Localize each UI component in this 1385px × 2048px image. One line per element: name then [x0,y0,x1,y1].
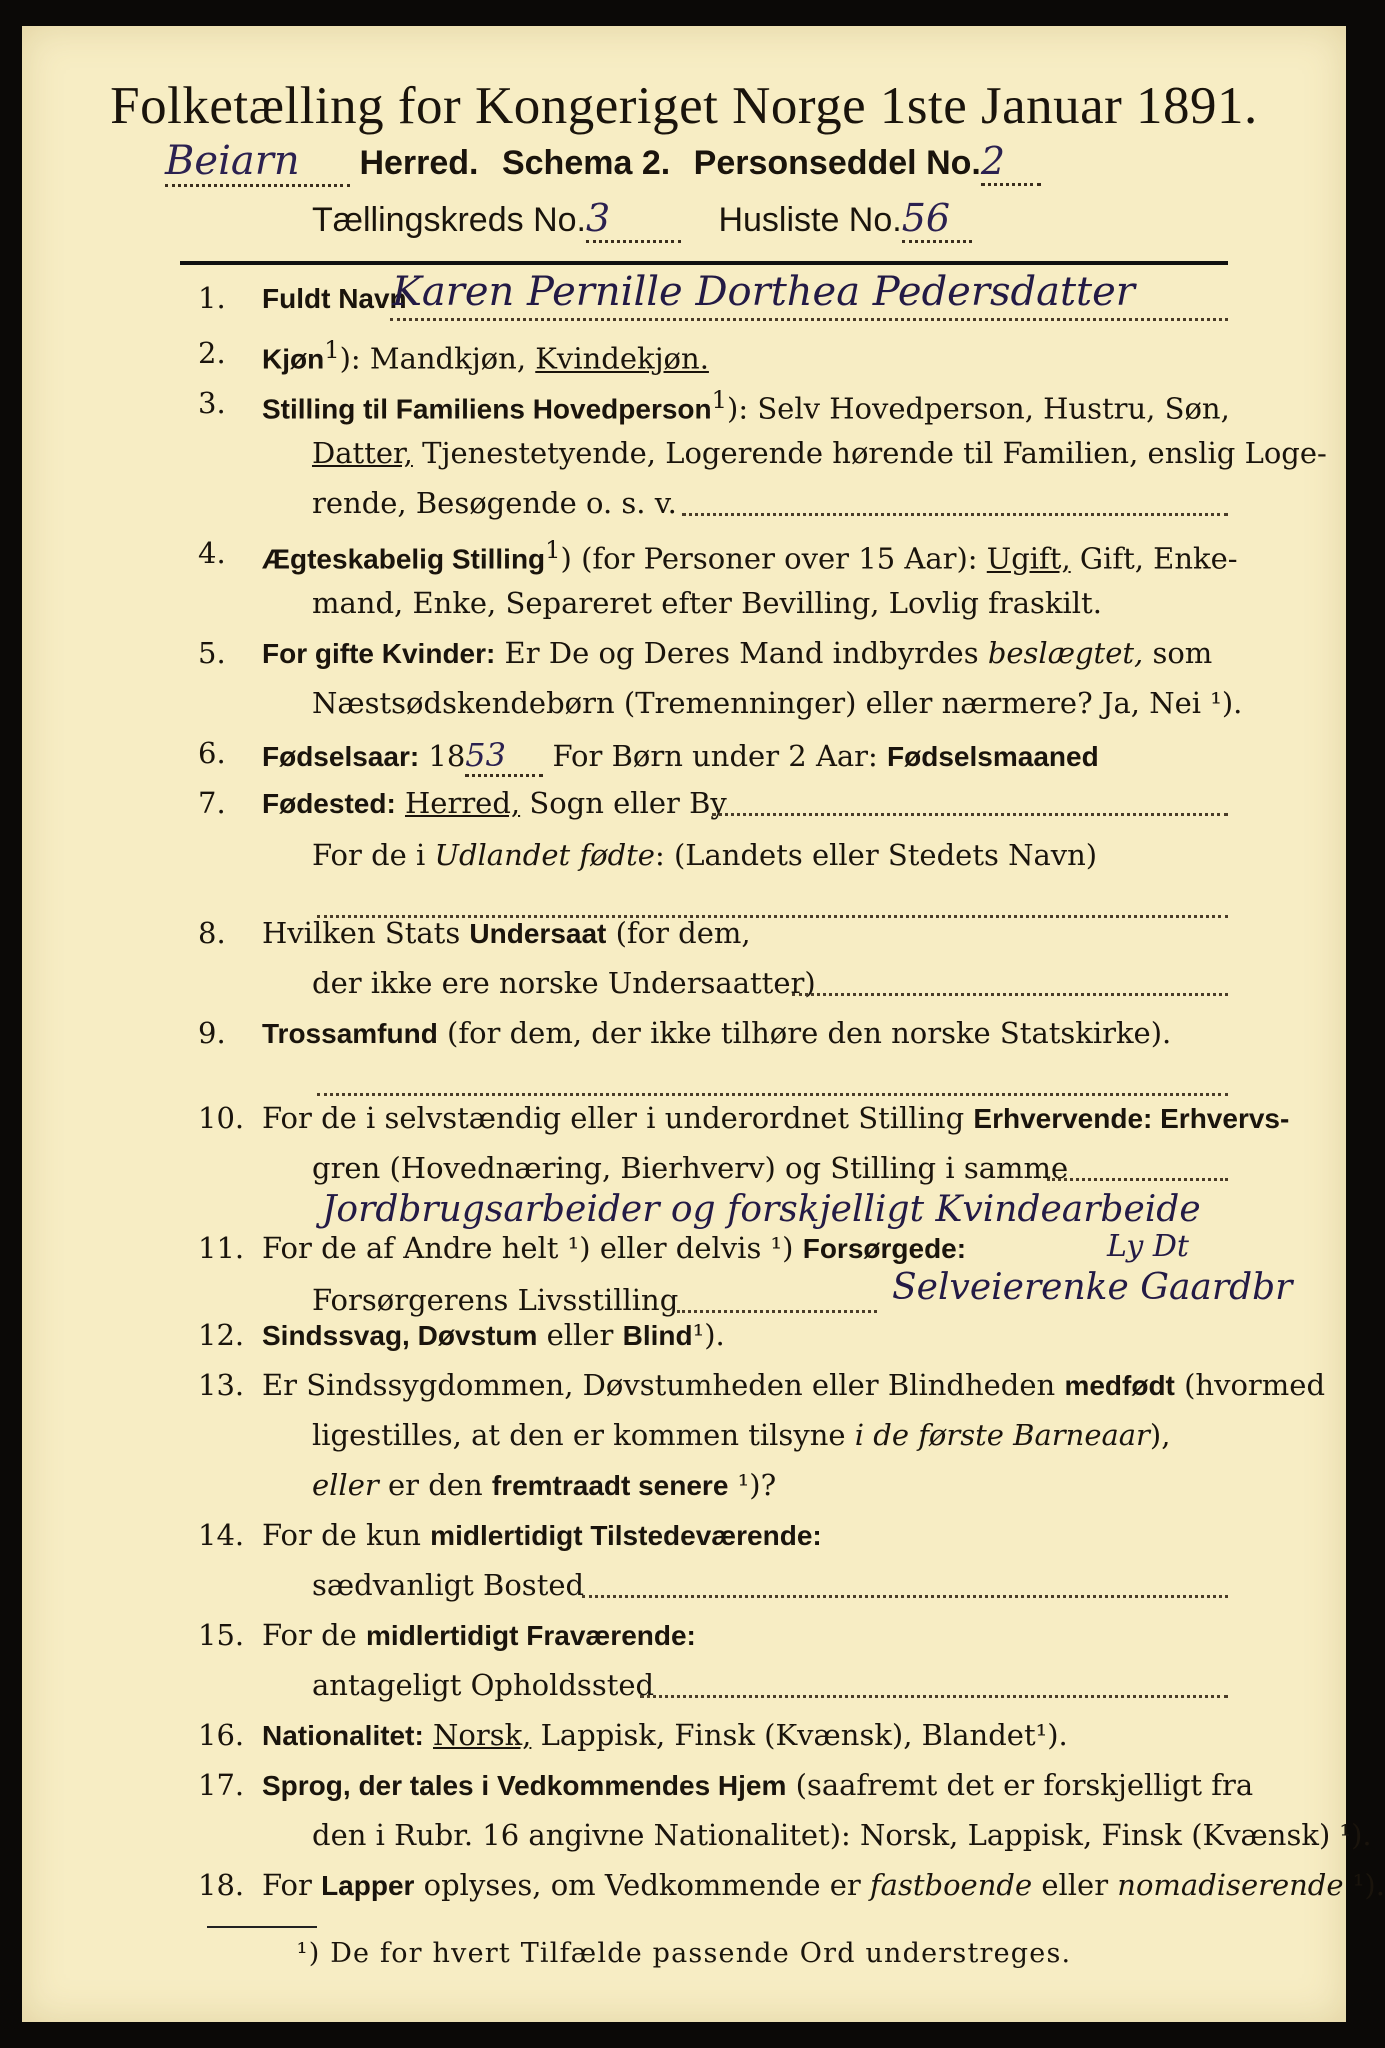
citizenship-post: (for dem, [606,916,751,950]
supporter-occupation-value: Selveierenke Gaardbr [892,1267,1293,1308]
family-position-selected: Datter, [312,436,413,470]
birthplace-fill [712,812,1228,816]
lapp-mid2: eller [1032,1868,1118,1902]
herred-value: Beiarn [165,138,350,187]
birthplace-text: Sogn eller By [520,786,727,820]
occupation-fill [1047,1177,1228,1181]
item-number: 12. [198,1318,245,1352]
abroad-post: : (Landets eller Stedets Navn) [654,838,1098,872]
congenital-line3-post: ¹)? [728,1468,777,1502]
item-number: 17. [198,1768,245,1802]
language-text: (saafremt det er forskjelligt fra [786,1768,1254,1802]
lapp-mid: oplyses, om Vedkommende er [414,1868,870,1902]
kreds-label: Tællingskreds No. [312,201,586,239]
congenital-post: (hvormed [1174,1368,1326,1402]
item-text [262,281,407,315]
religion-text: (for dem, der ikke tilhøre den norske Statskirke). [437,1016,1172,1050]
item-text [262,786,727,820]
married-women-line2: Næstsødskendebørn (Tremenninger) eller nærmere? Ja, Nei ¹). [312,686,1243,720]
disability-post: ¹). [692,1318,725,1352]
abroad-italic2: fødte [570,838,655,872]
usual-residence-label: sædvanligt Bosted [312,1568,585,1602]
item-number: 1. [198,281,226,315]
marital-selected: Ugift, [986,541,1071,576]
item-number: 8. [198,916,226,950]
language-label: Sprog, der tales i Vedkommendes Hjem [262,1770,787,1801]
item-text [262,1768,1253,1802]
birth-year-value: 53 [465,736,543,777]
item-number: 15. [198,1618,245,1652]
item-text [262,1518,822,1552]
birth-month-label: Fødselsmaaned [887,741,1099,772]
item-number: 14. [198,1518,245,1552]
birthplace-label: Fødested: [262,788,396,819]
temp-present-label: midlertidigt Tilstedeværende: [430,1520,822,1551]
marital-label: Ægteskabelig Stilling [262,543,546,575]
congenital-line2-post: ), [1149,1418,1171,1452]
temp-present-pre: For de kun [262,1518,431,1552]
item-number: 5. [198,636,226,670]
temp-absent-pre: For de [262,1618,367,1652]
congenital-line2-italic: i de første Barneaar [854,1418,1150,1452]
marital-post: Gift, Enke- [1070,541,1238,576]
congenital-pre: Er Sindssygdommen, Døvstumheden eller Blindheden [262,1368,1065,1402]
personseddel-value: 2 [981,139,1041,186]
abroad-pre: For de i [312,838,435,872]
item-text [262,1101,1289,1135]
kreds-row [312,196,972,243]
item-number: 9. [198,1016,226,1050]
item-number: 10. [198,1101,245,1135]
schema-label: Schema 2. [501,144,671,182]
item-number: 7. [198,786,226,820]
marital-pre: ) (for Personer over 15 Aar): [560,541,987,576]
item-text [262,386,1230,426]
disability-label: Sindssvag, Døvstum [262,1320,538,1351]
marital-line2: mand, Enke, Separeret efter Bevilling, Lovlig fraskilt. [312,586,1102,620]
lapp-label: Lapper [321,1870,415,1901]
census-form [22,26,1372,2022]
item-text [262,536,1238,576]
congenital-line3 [312,1468,776,1502]
lapp-italic2: nomadiserende [1117,1868,1344,1902]
item-text [262,1618,696,1652]
item-text [262,1231,966,1265]
congenital-line2 [312,1418,1170,1452]
sup: 1 [545,536,561,564]
usual-residence-fill [582,1594,1228,1598]
full-name-value: Karen Pernille Dorthea Pedersdatter [392,269,1135,315]
abroad-italic: Udlandet [434,838,571,872]
language-line2: den i Rubr. 16 angivne Nationalitet): Norsk, Lappisk, Finsk (Kvænsk) ¹). [312,1818,1372,1852]
herred-label: Herred. [359,144,479,182]
probable-residence-fill [640,1694,1228,1698]
lapp-post: ¹). [1343,1868,1385,1902]
item-text [262,1368,1325,1402]
sup: 1 [324,336,340,364]
item-text [262,1318,725,1352]
item-text [262,1718,1068,1752]
family-position-text2: Tjenestetyende, Logerende hørende til Familien, enslig Loge- [412,436,1327,470]
congenital-line3-pre: er den [378,1468,492,1502]
birth-year-label: Fødselsaar: [262,741,420,772]
nationality-options: Lappisk, Finsk (Kvænsk), Blandet¹). [531,1718,1068,1752]
birthplace-selected: Herred, [405,786,521,820]
item-number: 6. [198,736,226,770]
item-number: 16. [198,1718,245,1752]
item-number: 2. [198,336,226,370]
occupation-line2: gren (Hovednæring, Bierhverv) og Stilling i samme [312,1151,1069,1185]
family-position-text3: rende, Besøgende o. s. v. [312,486,677,520]
family-position-label: Stilling til Familiens Hovedperson [262,393,712,425]
congenital-label: medfødt [1064,1370,1175,1401]
birth-year-prefix: 18 [419,739,466,773]
husliste-label: Husliste No. [718,201,902,239]
supporter-fill [677,1309,877,1313]
temp-absent-label: midlertidigt Fraværende: [366,1620,696,1651]
nationality-selected: Norsk, [433,1718,532,1752]
sex-label: Kjøn [262,343,325,375]
disability-label2: Blind [622,1320,693,1351]
supported-pre: For de af Andre helt ¹) eller delvis ¹) [262,1231,803,1265]
citizenship-fill [792,992,1228,996]
lapp-italic: fastboende [869,1868,1033,1902]
item-number: 3. [198,386,226,420]
item-number: 18. [198,1868,245,1902]
later-label: fremtraadt senere [491,1470,729,1501]
full-name-label: Fuldt Navn [262,283,407,314]
supported-label: Forsørgede: [802,1233,967,1264]
sex-options: ): Mandkjøn, [339,341,536,376]
nationality-label: Nationalitet: [262,1720,424,1751]
religion-label: Trossamfund [262,1018,438,1049]
item-text [262,636,1212,670]
header-rule [180,261,1228,265]
herred-row [165,138,1041,187]
personseddel-label: Personseddel No. [693,144,981,182]
sup: 1 [711,386,728,414]
occupation-label: Erhvervende: Erhvervs- [973,1103,1290,1134]
married-women-text: Er De og Deres Mand indbyrdes [495,636,988,670]
citizenship-pre: Hvilken Stats [262,916,470,950]
congenital-line3-italic: eller [312,1468,379,1502]
footnote: ¹) De for hvert Tilfælde passende Ord understreges. [296,1938,1072,1969]
family-position-line1: ): Selv Hovedperson, Hustru, Søn, [727,391,1230,426]
congenital-line2-pre: ligestilles, at den er kommen tilsyne [312,1418,855,1452]
form-title: Folketælling for Kongeriget Norge 1ste Januar 1891. [110,77,1258,135]
sex-selected: Kvindekjøn. [535,341,709,376]
line3-fill [682,512,1228,516]
name-fill [390,317,1228,321]
item-text [262,1016,1171,1050]
married-women-italic: beslægtet, [987,636,1144,670]
citizenship-line2: der ikke ere norske Undersaatter) [312,966,816,1000]
husliste-value: 56 [902,196,972,243]
item-number: 4. [198,536,226,570]
item-number: 11. [198,1231,245,1265]
item-text [262,916,751,950]
lapp-pre: For [262,1868,322,1902]
married-women-label: For gifte Kvinder: [262,638,496,669]
item-text [262,736,1099,777]
kreds-value: 3 [586,196,681,243]
occupation-pre: For de i selvstændig eller i underordnet Stilling [262,1101,974,1135]
occupation-value2: Ly Dt [1107,1229,1189,1264]
occupation-value: Jordbrugsarbeider og forskjelligt Kvindearbeide [322,1189,1201,1230]
family-position-line3 [312,486,677,520]
family-position-line2 [312,436,1327,470]
probable-residence-label: antageligt Opholdssted [312,1668,655,1702]
item-number: 13. [198,1368,245,1402]
birthplace-line2 [312,838,1097,872]
religion-fill [317,1092,1228,1096]
citizenship-label: Undersaat [469,918,607,949]
married-women-post: som [1143,636,1213,670]
disability-mid: eller [537,1318,623,1352]
supporter-occupation-label: Forsørgerens Livsstilling [312,1283,679,1317]
birth-month-text: For Børn under 2 Aar: [543,739,888,773]
item-text [262,336,709,376]
